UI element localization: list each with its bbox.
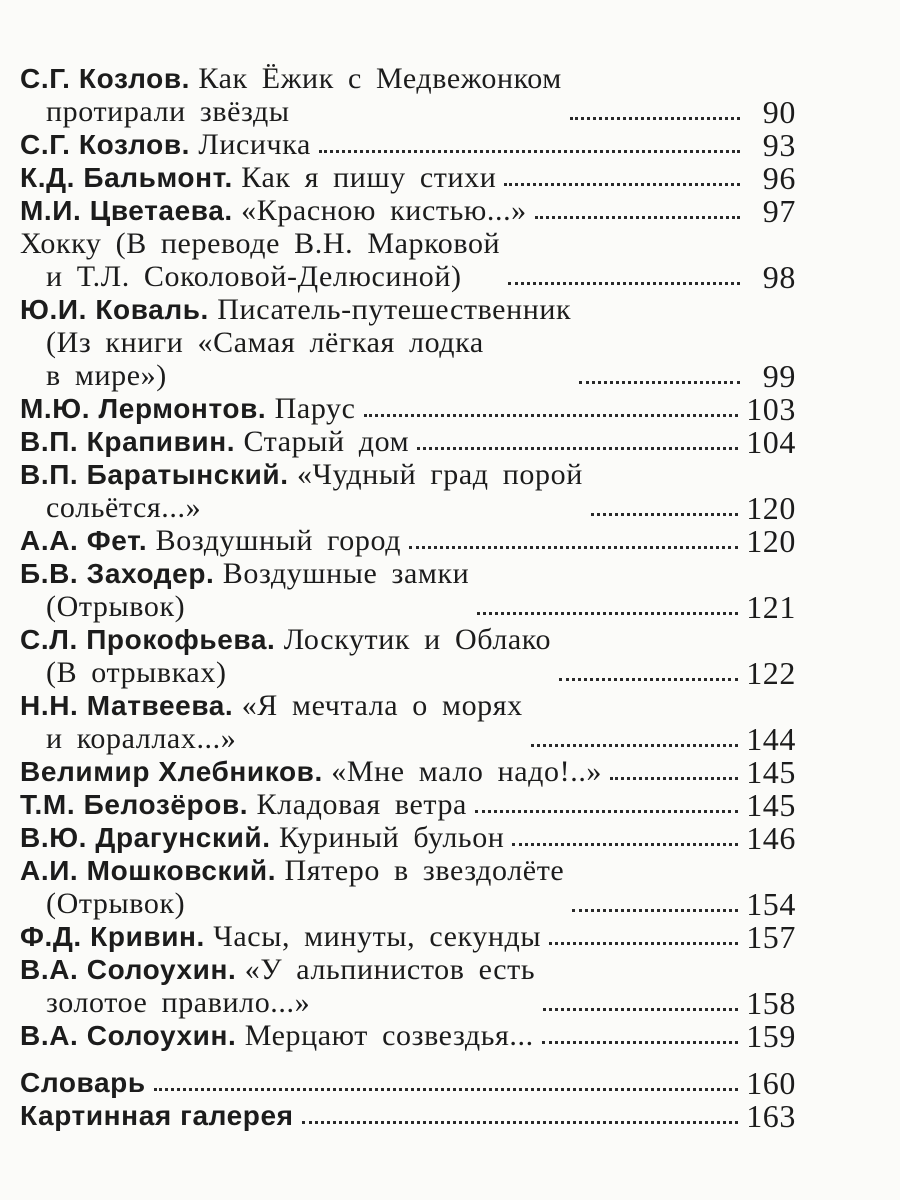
toc-title: сольётся...» — [46, 491, 202, 524]
dot-leader — [542, 1041, 738, 1044]
dot-leader — [535, 216, 740, 219]
toc-entry — [20, 392, 796, 425]
toc-page-number: 145 — [746, 787, 796, 823]
toc-page-number: 120 — [746, 490, 796, 526]
toc-title: Воздушные замки — [222, 557, 470, 590]
toc-title: Хокку (В переводе В.Н. Марковой — [20, 227, 501, 260]
dot-leader — [570, 117, 740, 120]
toc-entry — [20, 854, 796, 920]
toc-page-number: 159 — [746, 1018, 796, 1054]
toc-title: Писатель-путешественник — [217, 293, 572, 326]
toc-title: в мире») — [46, 359, 167, 392]
toc-entry — [20, 755, 796, 788]
toc-title: Лисичка — [198, 128, 311, 161]
dot-leader — [543, 1008, 738, 1011]
toc-title: Парус — [274, 392, 356, 425]
toc-title: и кораллах...» — [46, 722, 237, 755]
toc-author: В.П. Крапивин. — [20, 426, 236, 457]
dot-leader — [572, 909, 738, 912]
toc-author: Б.В. Заходер. — [20, 558, 215, 589]
toc-page-number: 90 — [762, 94, 796, 130]
toc-entry — [20, 953, 796, 1019]
dot-leader — [475, 810, 738, 813]
toc-page-number: 154 — [746, 886, 796, 922]
dot-leader — [417, 447, 738, 450]
dot-leader — [610, 777, 738, 780]
toc-page-number: 122 — [746, 655, 796, 691]
toc-title: Лоскутик и Облако — [283, 623, 552, 656]
toc-entry — [20, 227, 796, 293]
toc-page-number: 144 — [746, 721, 796, 757]
toc-page-number: 104 — [746, 424, 796, 460]
toc-entry — [20, 425, 796, 458]
toc-author: С.Г. Козлов. — [20, 63, 191, 94]
toc-title: «Чудный град порой — [296, 458, 583, 491]
dot-leader — [477, 612, 738, 615]
toc-entry — [20, 821, 796, 854]
toc-author: С.Л. Прокофьева. — [20, 624, 276, 655]
toc-author: С.Г. Козлов. — [20, 129, 191, 160]
toc-entry — [20, 62, 796, 128]
toc-page-number: 97 — [762, 193, 796, 229]
toc-title: Как я пишу стихи — [241, 161, 497, 194]
toc-entry — [20, 689, 796, 755]
toc-author: М.И. Цветаева. — [20, 195, 233, 226]
toc-entry-gallery — [20, 1099, 796, 1132]
toc-title: Кладовая ветра — [256, 788, 467, 821]
toc-entry — [20, 128, 796, 161]
dot-leader — [591, 513, 738, 516]
dot-leader — [409, 546, 738, 549]
toc-page-number: 103 — [746, 391, 796, 427]
toc-title: Воздушный город — [155, 524, 402, 557]
dot-leader — [512, 843, 738, 846]
toc-title: Как Ёжик с Медвежонком — [198, 62, 562, 95]
toc-entry — [20, 458, 796, 524]
toc-title: (Отрывок) — [46, 887, 186, 920]
toc-author: В.А. Солоухин. — [20, 1020, 237, 1051]
toc-page-number: 158 — [746, 985, 796, 1021]
dot-leader — [579, 381, 740, 384]
toc-title: (Отрывок) — [46, 590, 186, 623]
toc-title: (В отрывках) — [46, 656, 227, 689]
dot-leader — [319, 150, 740, 153]
toc-section-label: Словарь — [20, 1067, 146, 1098]
dot-leader — [549, 942, 738, 945]
toc-title: «У альпинистов есть — [244, 953, 536, 986]
toc-page-number: 99 — [762, 358, 796, 394]
toc-title: и Т.Л. Соколовой-Делюсиной) — [46, 260, 462, 293]
toc-title: «Красною кистью...» — [241, 194, 527, 227]
toc-page-number: 120 — [746, 523, 796, 559]
toc-entry — [20, 293, 796, 392]
toc-author: А.А. Фет. — [20, 525, 148, 556]
toc-author: В.А. Солоухин. — [20, 954, 237, 985]
toc-author: Ю.И. Коваль. — [20, 294, 209, 325]
toc-title: Пятеро в звездолёте — [284, 854, 565, 887]
toc-author: Т.М. Белозёров. — [20, 789, 249, 820]
toc-author: В.П. Баратынский. — [20, 459, 289, 490]
toc-entry — [20, 557, 796, 623]
toc-author: К.Д. Бальмонт. — [20, 162, 233, 193]
dot-leader — [302, 1121, 739, 1124]
toc-author: В.Ю. Драгунский. — [20, 822, 271, 853]
toc-entry — [20, 623, 796, 689]
toc-entry — [20, 788, 796, 821]
toc-entry — [20, 524, 796, 557]
toc-page-number: 160 — [746, 1065, 796, 1101]
dot-leader — [364, 414, 739, 417]
dot-leader — [504, 183, 740, 186]
toc-entry-glossary — [20, 1066, 796, 1099]
toc-title: протирали звёзды — [46, 95, 290, 128]
toc-page-number: 145 — [746, 754, 796, 790]
toc-entry — [20, 161, 796, 194]
dot-leader — [559, 678, 738, 681]
toc-author: А.И. Мошковский. — [20, 855, 277, 886]
toc-page-number: 157 — [746, 919, 796, 955]
toc-entry — [20, 194, 796, 227]
toc-page-number: 163 — [746, 1098, 796, 1134]
dot-leader — [508, 282, 740, 285]
toc-entry — [20, 920, 796, 953]
toc-title: «Я мечтала о морях — [241, 689, 523, 722]
toc-title: Старый дом — [243, 425, 410, 458]
toc-page-number: 98 — [762, 259, 796, 295]
toc-title: Мерцают созвездья... — [244, 1019, 534, 1052]
toc-page-number: 146 — [746, 820, 796, 856]
dot-leader — [154, 1088, 739, 1091]
toc-title: Куриный бульон — [278, 821, 505, 854]
toc-page-number: 96 — [762, 160, 796, 196]
toc-entry — [20, 1019, 796, 1052]
toc-title: золотое правило...» — [46, 986, 311, 1019]
table-of-contents — [20, 62, 796, 1132]
toc-page-number: 93 — [762, 127, 796, 163]
dot-leader — [531, 744, 738, 747]
toc-page-number: 121 — [746, 589, 796, 625]
toc-title: Часы, минуты, секунды — [213, 920, 542, 953]
toc-author: Ф.Д. Кривин. — [20, 921, 205, 952]
toc-section-label: Картинная галерея — [20, 1100, 294, 1131]
toc-title: (Из книги «Самая лёгкая лодка — [46, 326, 484, 359]
toc-title: «Мне мало надо!..» — [331, 755, 603, 788]
toc-author: Н.Н. Матвеева. — [20, 690, 234, 721]
toc-author: М.Ю. Лермонтов. — [20, 393, 267, 424]
toc-author: Велимир Хлебников. — [20, 756, 323, 787]
